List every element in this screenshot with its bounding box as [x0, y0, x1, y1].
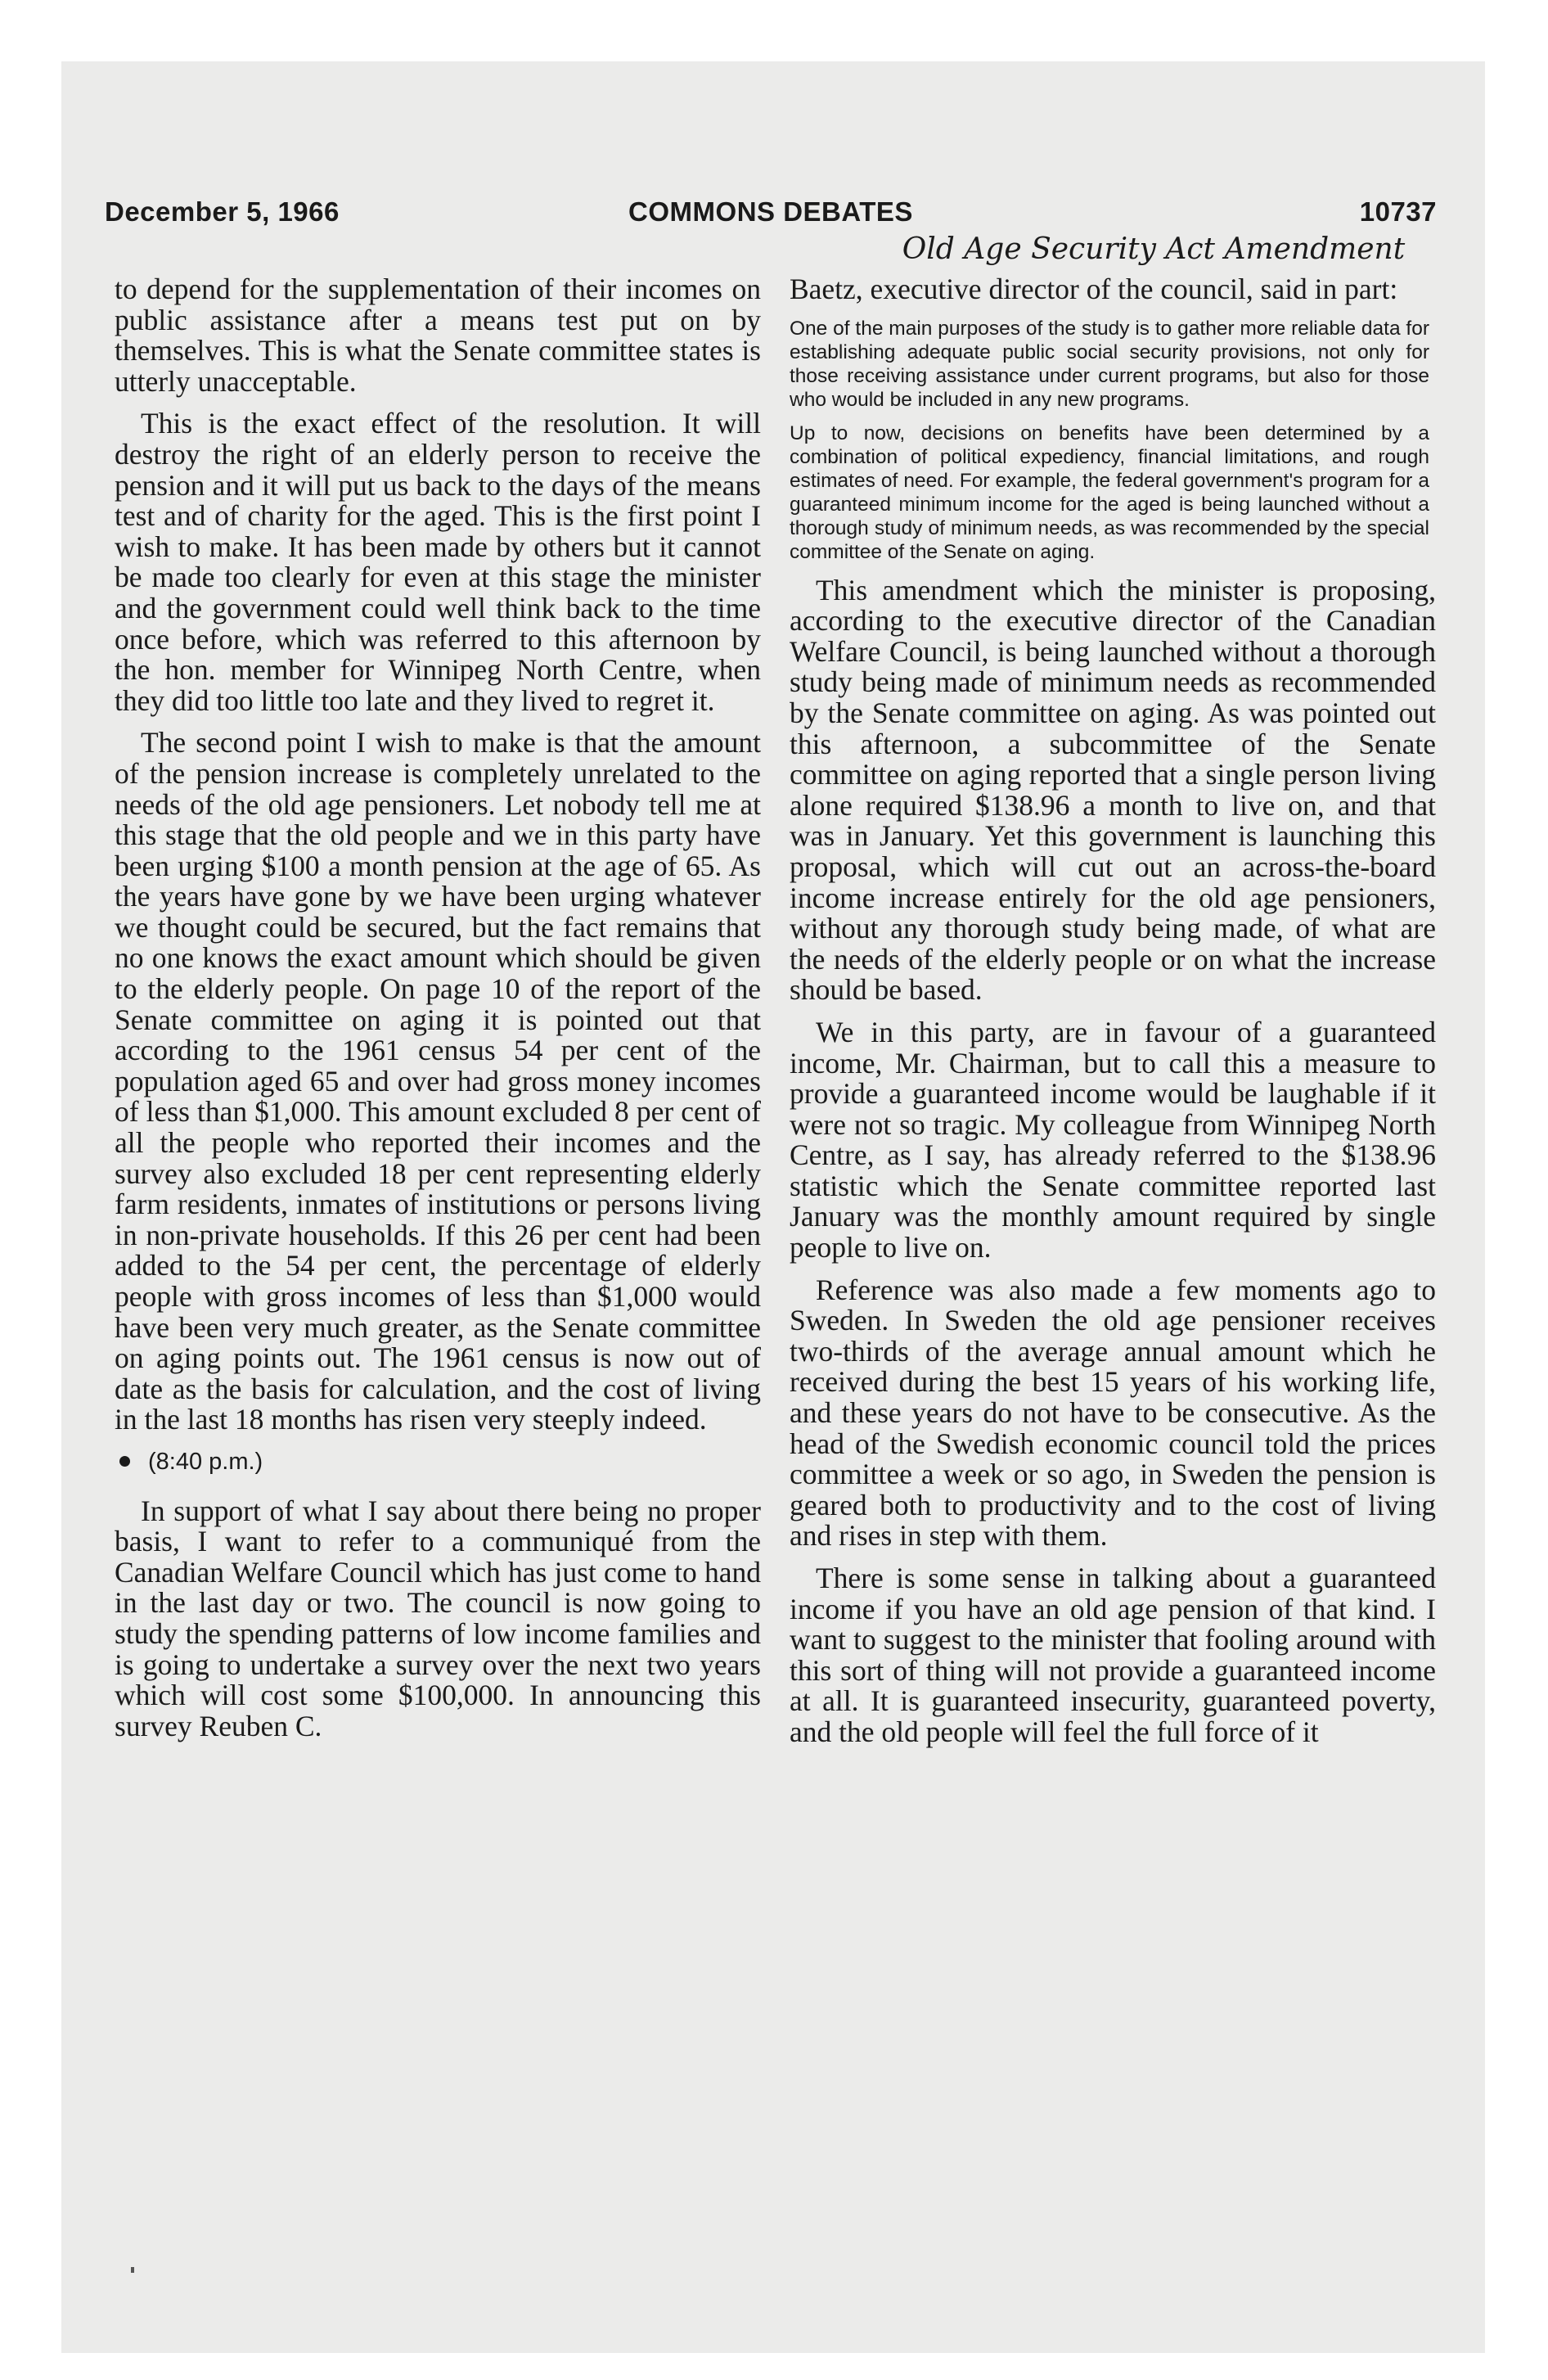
header-page-number: 10737: [1359, 196, 1437, 227]
paragraph: In support of what I say about there being no proper basis, I want to refer to a communiqué from the Canadian Welfare Council which has just come to hand in the last day or two. The council is now going to study the spending patterns of low income families and is going to undertake a survey over the next two years which will cost some $100,000. In announcing this survey Reuben C.: [115, 1494, 761, 1742]
paragraph: Baetz, executive director of the council, said in part:: [790, 273, 1398, 305]
right-column: [790, 274, 1436, 1760]
time-marker: [115, 1447, 761, 1478]
paragraph: Reference was also made a few moments ago to Sweden. In Sweden the old age pensioner receives two-thirds of the average annual amount which he received during the best 15 years of his working life, and these years do not have to be consecutive. As the head of the Swedish economic council told the prices committee a week or so ago, in Sweden the pension is geared both to productivity and to the cost of living and rises in step with them.: [790, 1273, 1436, 1553]
paragraph: We in this party, are in favour of a guaranteed income, Mr. Chairman, but to call this a measure to provide a guaranteed income would be laughable if it were not so tragic. My colleague from Winnipeg North Centre, as I say, has already referred to the $138.96 statistic which the Senate committee reported last January was the monthly amount required by single people to live on.: [790, 1015, 1436, 1264]
time-marker-text: (8:40 p.m.): [148, 1448, 263, 1475]
paragraph: There is some sense in talking about a guaranteed income if you have an old age pension of that kind. I want to suggest to the minister that fooling around with this sort of thing will not provide a guaranteed income at all. It is guaranteed insecurity, guaranteed poverty, and the old people will feel the full force of it: [790, 1562, 1436, 1748]
quote-paragraph: One of the main purposes of the study is to gather more reliable data for establishing adequate public social security provisions, not only for those receiving assistance under current programs, but also for those who would be included in any new programs.: [790, 317, 1429, 411]
header-date: December 5, 1966: [105, 196, 340, 227]
paragraph: to depend for the supplementation of their incomes on public assistance after a means test put on by themselves. This is what the Senate committee states is utterly unacceptable.: [115, 273, 761, 398]
block-quote: [790, 317, 1429, 564]
bullet-icon: [119, 1456, 130, 1467]
paragraph: The second point I wish to make is that the amount of the pension increase is completely unrelated to the needs of the old age pensioners. Let nobody tell me at this stage that the old people and we in this party have been urging $100 a month pension at the age of 65. As the years have gone by we have been urging whatever we thought could be secured, but the fact remains that no one knows the exact amount which should be given to the elderly people. On page 10 of the report of the Senate committee on aging it is pointed out that according to the 1961 census 54 per cent of the population aged 65 and over had gross money incomes of less than $1,000. This amount excluded 8 per cent of all the people who reported their incomes and the survey also excluded 18 per cent representing elderly farm residents, inmates of institutions or persons living in non-private households. If this 26 per cent had been added to the 54 per cent, the percentage of elderly people with gross incomes of less than $1,000 would have been very much greater, as the Senate committee on aging points out. The 1961 census is now out of date as the basis for calculation, and the cost of living in the last 18 months has risen very steeply indeed.: [115, 726, 761, 1436]
paragraph: This amendment which the minister is proposing, according to the executive director of the Canadian Welfare Council, is being launched without a thorough study being made of minimum needs as recommended by the Senate committee on aging. As was pointed out this afternoon, a subcommittee of the Senate committee on aging reported that a single person living alone required $138.96 a month to live on, and that was in January. Yet this government is launching this proposal, which will cut out an across-the-board income increase entirely for the old age pensioners, without any thorough study being made, of what are the needs of the elderly people or on what the increase should be based.: [790, 573, 1436, 1007]
quote-paragraph: Up to now, decisions on benefits have been determined by a combination of political expediency, financial limitations, and rough estimates of need. For example, the federal government's program for a guaranteed minimum income for the aged is being launched without a thorough study of minimum needs, as was recommended by the special committee of the Senate on aging.: [790, 421, 1429, 563]
header-publication: COMMONS DEBATES: [628, 196, 913, 227]
running-title: Old Age Security Act Amendment: [902, 232, 1406, 266]
scan-speck: [131, 2267, 134, 2273]
left-column: [115, 274, 761, 1753]
paragraph: This is the exact effect of the resolution. It will destroy the right of an elderly person to receive the pension and it will put us back to the days of the means test and of charity for the aged. This is the first point I wish to make. It has been made by others but it cannot be made too clearly for even at this stage the minister and the government could well think back to the time once before, which was referred to this afternoon by the hon. member for Winnipeg North Centre, when they did too little too late and they lived to regret it.: [115, 407, 761, 717]
